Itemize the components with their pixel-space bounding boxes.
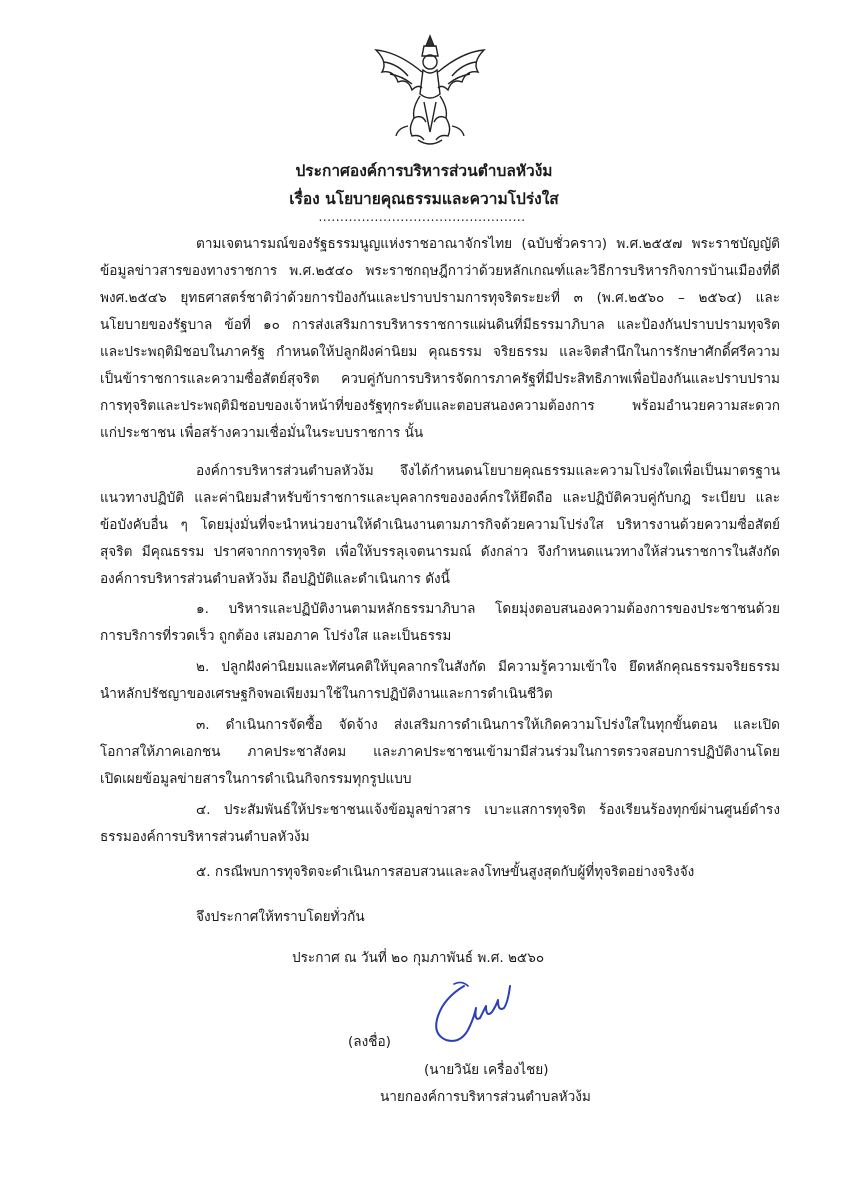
paragraph-2-line: แนวทางปฏิบัติ และค่านิยมสำหรับข้าราชการและบุคลากรขององค์กรให้ยึดถือ และปฏิบัติควบคู่กับกฎ ระเบียบ และ (100, 490, 780, 506)
policy-item-2: นำหลักปรัชญาของเศรษฐกิจพอเพียงมาใช้ในการปฏิบัติงานและการดำเนินชีวิต (100, 686, 553, 702)
handwritten-signature (424, 978, 522, 1048)
title-divider: ................................................ (318, 210, 526, 224)
paragraph-1-line: นโยบายของรัฐบาล ข้อที่ ๑๐ การส่งเสริมการบริหารราชการแผ่นดินที่มีธรรมาภิบาล และป้องกันปราบปรามทุจริต (100, 317, 780, 333)
paragraph-1-line: พงศ.๒๕๔๖ ยุทธศาสตร์ชาติว่าด้วยการป้องกันและปราบปรามการทุจริตระยะที่ ๓ (พ.ศ.๒๕๖๐ – ๒๕๖๔) และ (100, 290, 780, 306)
paragraph-2-line: ข้อบังคับอื่น ๆ โดยมุ่งมั่นที่จะนำหน่วยงานให้ดำเนินงานตามภารกิจด้วยความโปร่งใส บริหารงานด้วยความซื่อสัตย์ (100, 517, 780, 533)
policy-item-2: ๒. ปลูกฝังค่านิยมและทัศนคติให้บุคลากรในสังกัด มีความรู้ความเข้าใจ ยึดหลักคุณธรรมจริยธรรม (196, 659, 780, 675)
signature-label: (ลงชื่อ) (348, 1034, 391, 1050)
paragraph-1-line: แก่ประชาชน เพื่อสร้างความเชื่อมั่นในระบบราชการ นั้น (100, 425, 424, 441)
announcement-date: ประกาศ ณ วันที่ ๒๐ กุมภาพันธ์ พ.ศ. ๒๕๖๐ (292, 950, 545, 966)
policy-item-1: การบริการที่รวดเร็ว ถูกต้อง เสมอภาค โปร่งใส และเป็นธรรม (100, 628, 452, 644)
policy-item-3: เปิดเผยข้อมูลข่ายสารในการดำเนินกิจกรรมทุกรูปแบบ (100, 771, 412, 787)
policy-item-4: ธรรมองค์การบริหารส่วนตำบลหัวง้ม (100, 829, 310, 845)
closing-statement: จึงประกาศให้ทราบโดยทั่วกัน (196, 909, 365, 925)
paragraph-2-line: องค์การบริหารส่วนตำบลหัวง้ม จึงได้กำหนดนโยบายคุณธรรมและความโปร่งใดเพื่อเป็นมาตรฐาน (196, 463, 780, 479)
paragraph-1-line: และประพฤติมิชอบในภาครัฐ กำหนดให้ปลูกฝังค่านิยม คุณธรรม จริยธรรม และจิตสำนึกในการรักษาศักดิ์ศรีความ (100, 344, 780, 360)
policy-item-4: ๔. ประสัมพันธ์ให้ประชาชนแจ้งข้อมูลข่าวสาร เบาะแสการทุจริต ร้องเรียนร้องทุกข์ผ่านศูนย์ดำรง (196, 802, 780, 818)
paragraph-1-line: ตามเจตนารมณ์ของรัฐธรรมนูญแห่งราชอาณาจักรไทย (ฉบับชั่วคราว) พ.ศ.๒๕๕๗ พระราชบัญญัติ (196, 236, 780, 252)
paragraph-2-line: สุจริต มีคุณธรรม ปราศจากการทุจริต เพื่อให้บรรลุเจตนารมณ์ ดังกล่าว จึงกำหนดแนวทางให้ส่วนราชการในสังกัด (100, 544, 780, 560)
policy-item-5: ๕. กรณีพบการทุจริตจะดำเนินการสอบสวนและลงโทษขั้นสูงสุดกับผู้ที่ทุจริตอย่างจริงจัง (196, 864, 695, 880)
signer-name: (นายวินัย เครื่องไชย) (424, 1062, 549, 1078)
announcement-title: ประกาศองค์การบริหารส่วนตำบลหัวง้ม (295, 162, 553, 180)
announcement-subject: เรื่อง นโยบายคุณธรรมและความโปร่งใส (289, 190, 559, 208)
paragraph-1-line: เป็นข้าราชการและความซื่อสัตย์สุจริต ควบคู่กับการบริหารจัดการภาครัฐที่มีประสิทธิภาพเพื่อป้องกันและปราบปราม (100, 371, 780, 387)
garuda-emblem-icon (368, 32, 492, 150)
signer-position: นายกองค์การบริหารส่วนตำบลหัวง้ม (380, 1089, 591, 1105)
policy-item-3: ๓. ดำเนินการจัดซื้อ จัดจ้าง ส่งเสริมการดำเนินการให้เกิดความโปร่งใสในทุกขั้นตอน และเปิด (196, 717, 780, 733)
policy-item-3: โอกาสให้ภาคเอกชน ภาคประชาสังคม และภาคประชาชนเข้ามามีส่วนร่วมในการตรวจสอบการปฏิบัติงานโดย (100, 744, 780, 760)
paragraph-1-line: การทุจริตและประพฤติมิชอบของเจ้าหน้าที่ของรัฐทุกระดับและตอบสนองความต้องการ พร้อมอำนวยความสะดวก (100, 398, 780, 414)
policy-item-1: ๑. บริหารและปฏิบัติงานตามหลักธรรมาภิบาล โดยมุ่งตอบสนองความต้องการของประชาชนด้วย (196, 601, 780, 617)
paragraph-2-line: องค์การบริหารส่วนตำบลหัวง้ม ถือปฏิบัติและดำเนินการ ดังนี้ (100, 571, 450, 587)
paragraph-1-line: ข้อมูลข่าวสารของทางราชการ พ.ศ.๒๕๔๐ พระราชกฤษฎีกาว่าด้วยหลักเกณฑ์และวิธีการบริหารกิจการบ้านเมืองที่ดี (100, 263, 780, 279)
